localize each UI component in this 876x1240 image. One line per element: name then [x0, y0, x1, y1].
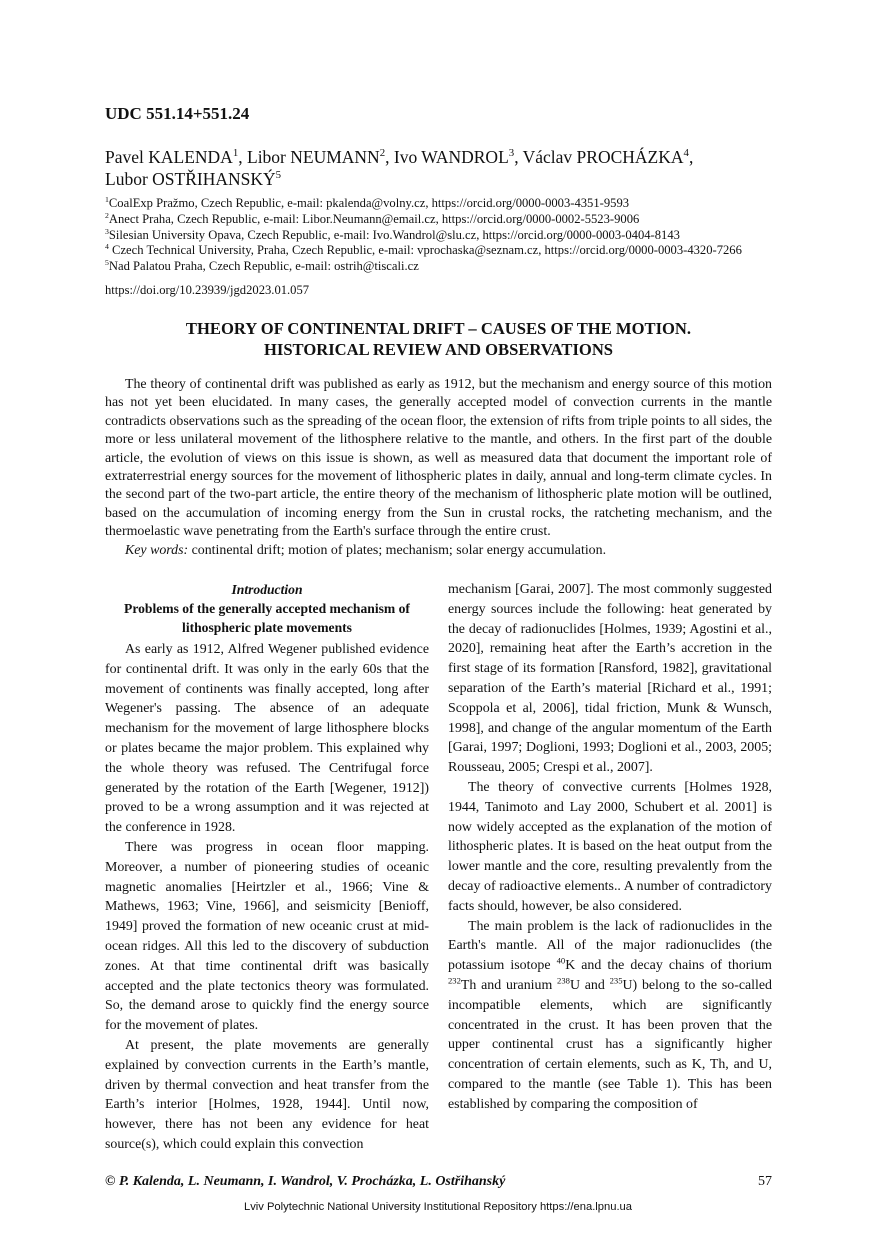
paragraph — [448, 917, 772, 1115]
author-name: Ivo WANDROL — [393, 147, 509, 167]
title-line: THEORY OF CONTINENTAL DRIFT – CAUSES OF THE MOTION. — [185, 318, 692, 338]
doi-link[interactable]: https://doi.org/10.23939/jgd2023.01.057 — [105, 282, 310, 297]
affiliation-text: Czech Technical University, Praha, Czech Republic, e-mail: vprochaska@seznam.cz, https://orcid.org/0000-0003-4320-7266 — [108, 243, 742, 258]
paragraph: mechanism [Garai, 2007]. The most commonly suggested energy sources include the following: heat generated by the decay of radionuclides [Holmes, 1939; Agostini et al., 2020], remaining heat after the Earth’s accretion in the first stage of its formation [Ransford, 1982], gravitational separation of the Earth’s material [Richard et al., 1991; Scoppola et al, 2006], tidal friction, Munk & Wunsch, 1998], and change of the angular momentum of the Earth [Garai, 1997; Doglioni, 1993; Doglioni et al., 2003, 2005; Rousseau, 2005; Crespi et al., 2007]. — [448, 582, 772, 776]
abstract-text: The theory of continental drift was published as early as 1912, but the mechanism and energy source of this motion has not yet been elucidated. In many cases, the generally accepted model of convection currents in the mantle contradicts observations such as the spreading of the ocean floor, the extension of rifts from triple points to all sides, the more or less unilateral movement of the lithosphere relative to the mantle, and others. In the first part of the double article, the evolution of views on this issue is shown, as well as measured data that document the important role of extraterrestrial energy sources for the movement of lithospheric plates in daily, annual and long-term climate cycles. In the second part of the two-part article, the entire theory of the mechanism of lithospheric plate motion will be outlined, based on the accumulation of incoming energy from the Sun in crustal rocks, the ratcheting mechanism, and the thermoelastic wave penetrating from the Earth's surface through the entire crust. — [105, 376, 772, 540]
affiliation — [105, 212, 772, 228]
affiliation — [105, 196, 772, 212]
text-run: U) belong to the so-called incompatible elements, which are significantly concentrated in the crust. It has been proven that the upper continental crust has a significantly higher concentration of certain elements, such as K, Th, and U, compared to the mantle (see Table 1). This has been established by comparing the composition of — [448, 977, 772, 1112]
section-heading: Problems of the generally accepted mechanism of lithospheric plate movements — [124, 601, 410, 636]
left-column — [105, 580, 429, 1155]
affiliation-sup: 4 — [105, 242, 109, 252]
author-name: Václav PROCHÁZKA — [522, 147, 684, 167]
affiliations — [105, 196, 772, 275]
affiliation-sup: 3 — [105, 226, 109, 236]
keywords-label: Key words: — [125, 542, 189, 558]
affiliation-sup: 5 — [105, 258, 109, 267]
author — [247, 147, 385, 167]
paragraph: There was progress in ocean floor mapping. Moreover, a number of pioneering studies of oceanic magnetic anomalies [Heirtzler et al., 1966; Vine & Mathews, 1963; Vine, 1966], and seismicity [Benioff, 1949] proved the formation of new oceanic crust at mid-ocean ridges. All this led to the discovery of subduction zones. At that time continental drift was basically accepted and the plate tectonics theory was formulated. So, the demand arose to quickly find the energy source for the movement of plates. — [105, 840, 429, 1034]
udc-code: UDC 551.14+551.24 — [105, 104, 250, 123]
author-name: Libor NEUMANN — [247, 147, 380, 167]
paragraph: As early as 1912, Alfred Wegener published evidence for continental drift. It was only in the early 60s that the movement of continents was finally accepted, long after Wegener's passing. The absence of an adequate mechanism for the movement of large lithosphere blocks or plates became the major problem. This explained why the whole theory was refused. The Centrifugal force generated by the rotation of the Earth [Wegener, 1912]) proved to be a wrong assumption and it was rejected at the conference in 1928. — [105, 642, 429, 836]
isotope-sup: 232 — [448, 975, 461, 986]
paragraph: At present, the plate movements are generally explained by convection currents in the Earth’s mantle, driven by thermal convection and heat transfer from the Earth’s interior [Holmes, 1928, 1944]. Until now, however, there has not been any evidence for heat source(s), which could explain this convection — [105, 1037, 429, 1152]
repository-notice: Lviv Polytechnic National University Institutional Repository https://ena.lpnu.ua — [243, 1200, 633, 1213]
author — [105, 147, 238, 167]
abstract — [105, 376, 772, 560]
keywords-text: continental drift; motion of plates; mechanism; solar energy accumulation. — [188, 542, 607, 558]
affiliation-sup: 1 — [105, 194, 109, 204]
author-name: Lubor OSTŘIHANSKÝ — [105, 169, 276, 189]
text-run: U and — [569, 977, 610, 993]
author-name: Pavel KALENDA — [105, 147, 233, 167]
affiliation-text: Nad Palatou Praha, Czech Republic, e-mail: ostrih@tiscali.cz — [108, 259, 419, 274]
affiliation-sup: 2 — [105, 210, 109, 220]
isotope-sup: 238 — [557, 975, 570, 986]
affiliation-text: Anect Praha, Czech Republic, e-mail: Libor.Neumann@email.cz, https://orcid.org/0000-0002-5523-9006 — [108, 211, 640, 226]
title-line: HISTORICAL REVIEW AND OBSERVATIONS — [263, 339, 614, 359]
author — [394, 147, 514, 167]
isotope-sup: 40 — [556, 955, 566, 966]
keywords — [105, 542, 772, 560]
affiliation — [105, 259, 772, 275]
affiliation-text: CoalExp Pražmo, Czech Republic, e-mail: pkalenda@volny.cz, https://orcid.org/0000-0003-4351-9593 — [108, 196, 630, 210]
isotope-sup: 235 — [609, 975, 623, 986]
author-sup: 4 — [683, 147, 689, 160]
author-sup: 5 — [275, 169, 282, 182]
copyright-footer: © P. Kalenda, L. Neumann, I. Wandrol, V. Procházka, L. Ostřihanský — [105, 1173, 506, 1189]
footer-row — [105, 1173, 772, 1191]
author-sup: 1 — [232, 147, 239, 160]
text-run: The main problem is the lack of radionuclides in the Earth's mantle. All of the major radionuclides (the potassium isotope — [448, 918, 772, 974]
affiliation — [105, 228, 772, 244]
body-columns — [105, 580, 772, 1155]
paragraph: The theory of convective currents [Holmes 1928, 1944, Tanimoto and Lay 2000, Schubert et al. 2001] is now widely accepted as the explanation of the motion of lithospheric plates. It is based on the heat output from the lower mantle and the core, resulting prevalently from the decay of radioactive elements.. A number of contradictory facts should, however, be also considered. — [448, 780, 772, 914]
article-title — [105, 318, 772, 360]
author — [523, 147, 689, 167]
affiliation-text: Silesian University Opava, Czech Republic, e-mail: Ivo.Wandrol@slu.cz, https://orcid.org/0000-0003-0404-8143 — [108, 227, 680, 242]
text-run: Th and uranium — [460, 977, 558, 993]
page-number: 57 — [758, 1173, 772, 1189]
intro-heading: Introduction — [231, 582, 303, 598]
right-column — [448, 580, 772, 1155]
text-run: K and the decay chains of thorium — [565, 958, 772, 974]
affiliation — [105, 243, 772, 259]
author-sup: 2 — [379, 147, 386, 160]
author-list: Pavel KALENDA$^1$, Libor NEUMANN$^2$, Ivo WANDROL$^3$, Václav PROCHÁZKA$^4$, Lubor OSTŘIHANSKÝ$^5$ — [105, 147, 694, 189]
author-sup: 3 — [508, 147, 515, 160]
author — [105, 169, 281, 189]
